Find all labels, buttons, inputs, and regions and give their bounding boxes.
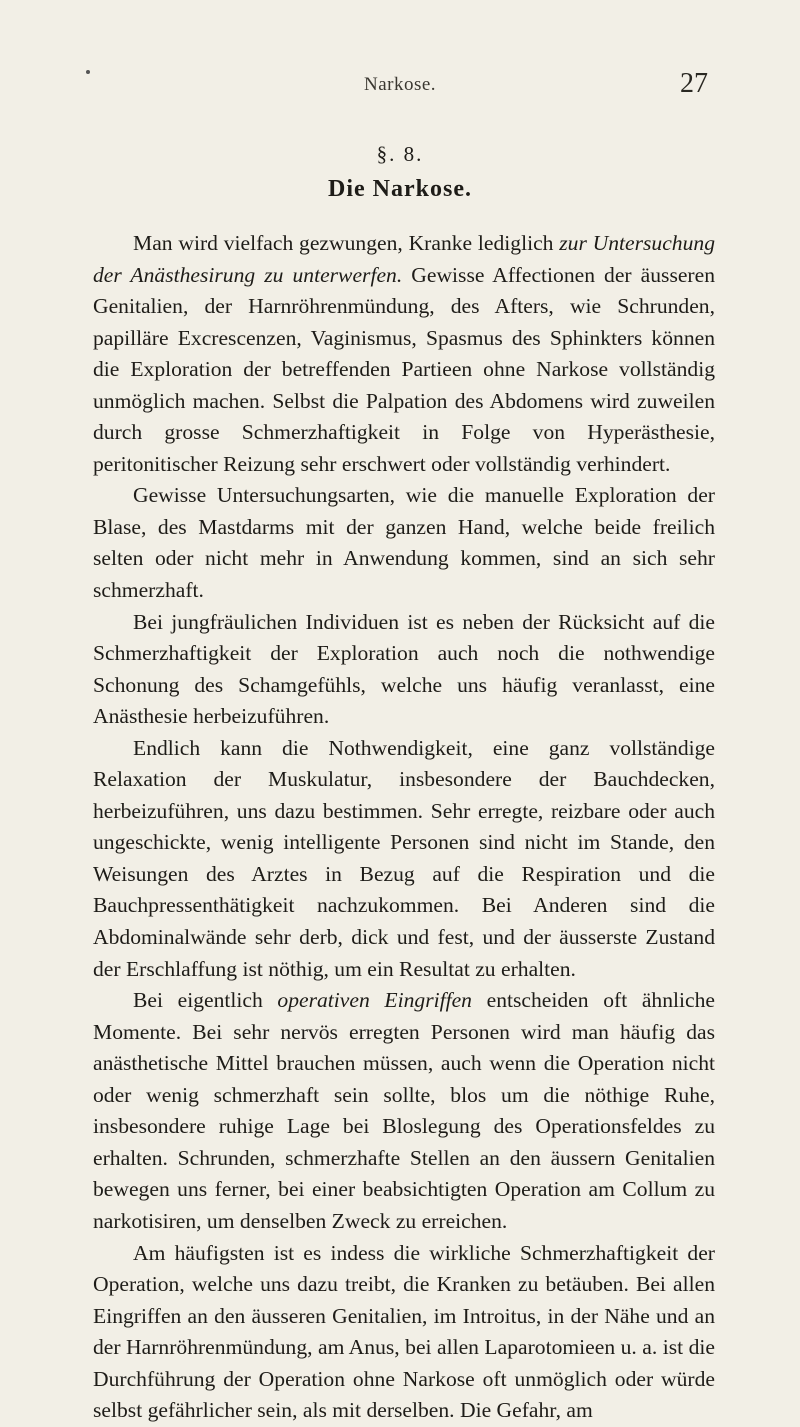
paragraph-3: Bei jungfräulichen Individuen ist es neben der Rücksicht auf die Schmerzhaftigkeit der Exploration auch noch die nothwendige Schonung des Schamgefühls, welche uns häufig veranlasst, eine Anästhesie herbeizuführen. <box>93 609 715 729</box>
paragraph-5-text-a: Bei eigentlich <box>133 988 278 1013</box>
paragraph-1-text-b: Gewisse Affectionen der äusseren Genitalien, der Harnröhrenmündung, des Afters, wie Schrunden, papilläre Excrescenzen, Vaginismus, Spasmus des Sphinkters können die Exploration der betreffenden Partieen ohne Narkose vollständig unmöglich machen. Selbst die Palpation des Abdomens wird zuweilen durch grosse Schmerzhaftigkeit in Folge von Hyperästhesie, peritonitischer Reizung sehr erschwert oder vollständig verhindert. <box>93 262 715 476</box>
body-text <box>93 228 715 1427</box>
section-number: §. 8. <box>376 142 424 166</box>
section-title: Die Narkose. <box>328 176 472 202</box>
paragraph-5-italic: operativen Eingriffen <box>277 988 472 1013</box>
paragraph-5 <box>93 985 715 1237</box>
paragraph-1-text-a: Man wird vielfach gezwungen, Kranke lediglich <box>133 231 560 255</box>
paragraph-5-text-b: entscheiden oft ähnliche Momente. Bei sehr nervös erregten Personen wird man häufig das anästhetische Mittel brauchen müssen, auch wenn die Operation nicht oder wenig schmerzhaft sein sollte, blos um die nöthige Ruhe, insbesondere ruhige Lage bei Bloslegung des Operationsfeldes zu erhalten. Schrunden, schmerzhafte Stellen an den äussern Genitalien bewegen uns ferner, bei einer beabsichtigten Operation am Collum zu narkotisiren, um denselben Zweck zu erreichen. <box>93 988 715 1233</box>
paragraph-1 <box>93 228 715 480</box>
running-title: Narkose. <box>363 74 437 95</box>
paragraph-2: Gewisse Untersuchungsarten, wie die manuelle Exploration der Blase, des Mastdarms mit der ganzen Hand, welche beide freilich selten oder nicht mehr in Anwendung kommen, sind an sich sehr schmerzhaft. <box>93 483 715 603</box>
running-head <box>0 68 800 98</box>
paragraph-1-italic: zur Untersuchung der Anästhesirung zu unterwerfen. <box>93 231 715 287</box>
paragraph-4: Endlich kann die Nothwendigkeit, eine ganz vollständige Relaxation der Muskulatur, insbesondere der Bauchdecken, herbeizuführen, uns dazu bestimmen. Sehr erregte, reizbare oder auch ungeschickte, wenig intelligente Personen sind nicht im Stande, den Weisungen des Arztes in Bezug auf die Respiration und die Bauchpressenthätigkeit nachzukommen. Bei Anderen sind die Abdominalwände sehr derb, dick und fest, und der äusserste Zustand der Erschlaffung ist nöthig, um ein Resultat zu erhalten. <box>93 735 715 981</box>
paragraph-6: Am häufigsten ist es indess die wirkliche Schmerzhaftigkeit der Operation, welche uns dazu treibt, die Kranken zu betäuben. Bei allen Eingriffen an den äusseren Genitalien, im Introitus, in der Nähe und an der Harnröhrenmündung, am Anus, bei allen Laparotomieen u. a. ist die Durchführung der Operation ohne Narkose oft unmöglich oder würde selbst gefährlicher sein, als mit derselben. Die Gefahr, am <box>93 1240 715 1423</box>
page-number: 27 <box>680 68 708 99</box>
